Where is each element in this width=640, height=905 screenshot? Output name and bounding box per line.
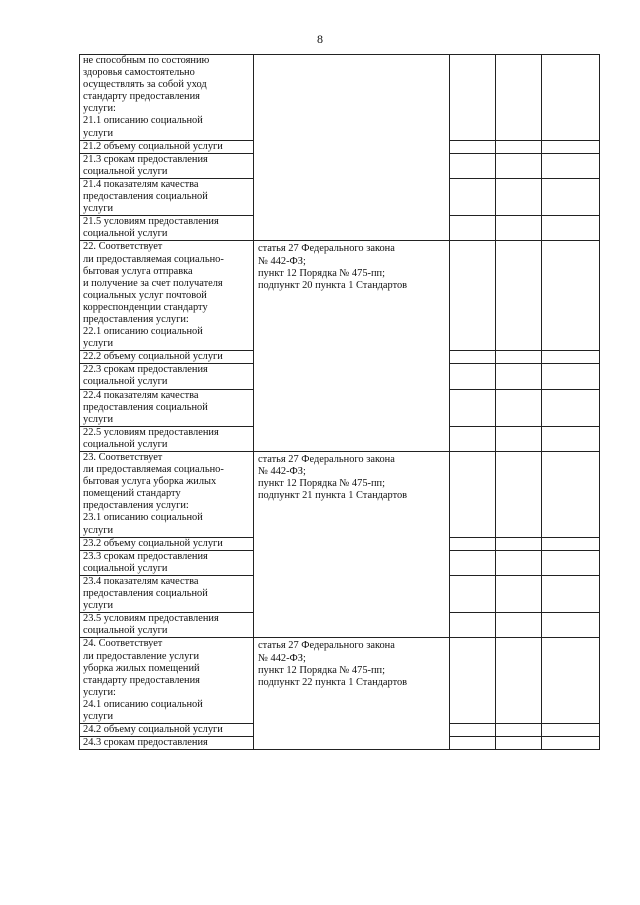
requirement-question: не способным по состоянию здоровья самостоятельно осуществлять за собой уход стандарту предоставления услуги: 21.1 описанию социальной услуги — [80, 55, 254, 141]
requirement-question: 23. Соответствует ли предоставляемая социально- бытовая услуга уборка жилых помещений стандарту предоставления услуги: 23.1 описанию социальной услуги — [80, 452, 254, 538]
requirement-question: 21.2 объему социальной услуги — [80, 140, 254, 153]
answer-no-cell[interactable] — [496, 351, 542, 364]
answer-no-cell[interactable] — [496, 389, 542, 426]
answer-not-applicable-cell[interactable] — [542, 452, 600, 538]
table-row — [80, 55, 600, 141]
answer-not-applicable-cell[interactable] — [542, 737, 600, 750]
answer-no-cell[interactable] — [496, 613, 542, 638]
answer-not-applicable-cell[interactable] — [542, 153, 600, 178]
requirement-question: 23.2 объему социальной услуги — [80, 537, 254, 550]
answer-yes-cell[interactable] — [450, 452, 496, 538]
requirement-question: 24.3 срокам предоставления — [80, 737, 254, 750]
answer-yes-cell[interactable] — [450, 241, 496, 351]
table-row — [80, 241, 600, 351]
answer-no-cell[interactable] — [496, 550, 542, 575]
answer-yes-cell[interactable] — [450, 216, 496, 241]
answer-not-applicable-cell[interactable] — [542, 140, 600, 153]
answer-no-cell[interactable] — [496, 638, 542, 724]
answer-yes-cell[interactable] — [450, 737, 496, 750]
answer-no-cell[interactable] — [496, 737, 542, 750]
inspection-checklist-table — [79, 54, 600, 750]
requirement-question: 22.4 показателям качества предоставления социальной услуги — [80, 389, 254, 426]
answer-no-cell[interactable] — [496, 452, 542, 538]
requirement-question: 21.4 показателям качества предоставления социальной услуги — [80, 178, 254, 215]
answer-no-cell[interactable] — [496, 241, 542, 351]
answer-no-cell[interactable] — [496, 724, 542, 737]
requirement-question: 22. Соответствует ли предоставляемая социально- бытовая услуга отправка и получение за счет получателя социальных услуг почтовой корреспонденции стандарту предоставления услуги: 22.1 описанию социальной услуги — [80, 241, 254, 351]
answer-not-applicable-cell[interactable] — [542, 724, 600, 737]
answer-not-applicable-cell[interactable] — [542, 55, 600, 141]
requirement-question: 24. Соответствует ли предоставление услуги уборка жилых помещений стандарту предоставления услуги: 24.1 описанию социальной услуги — [80, 638, 254, 724]
requirement-question: 22.5 условиям предоставления социальной услуги — [80, 426, 254, 451]
answer-no-cell[interactable] — [496, 216, 542, 241]
answer-not-applicable-cell[interactable] — [542, 550, 600, 575]
answer-no-cell[interactable] — [496, 364, 542, 389]
answer-no-cell[interactable] — [496, 178, 542, 215]
answer-yes-cell[interactable] — [450, 178, 496, 215]
answer-no-cell[interactable] — [496, 140, 542, 153]
answer-yes-cell[interactable] — [450, 537, 496, 550]
table-row — [80, 452, 600, 538]
requirement-question: 24.2 объему социальной услуги — [80, 724, 254, 737]
answer-not-applicable-cell[interactable] — [542, 364, 600, 389]
answer-yes-cell[interactable] — [450, 153, 496, 178]
requirement-question: 23.4 показателям качества предоставления социальной услуги — [80, 575, 254, 612]
answer-not-applicable-cell[interactable] — [542, 351, 600, 364]
answer-not-applicable-cell[interactable] — [542, 638, 600, 724]
answer-yes-cell[interactable] — [450, 426, 496, 451]
answer-not-applicable-cell[interactable] — [542, 178, 600, 215]
legal-reference: статья 27 Федерального закона № 442-ФЗ; пункт 12 Порядка № 475-пп; подпункт 22 пункта 1 Стандартов — [254, 638, 450, 750]
answer-no-cell[interactable] — [496, 153, 542, 178]
answer-yes-cell[interactable] — [450, 638, 496, 724]
answer-yes-cell[interactable] — [450, 550, 496, 575]
answer-yes-cell[interactable] — [450, 140, 496, 153]
answer-yes-cell[interactable] — [450, 364, 496, 389]
answer-no-cell[interactable] — [496, 55, 542, 141]
requirement-question: 22.3 срокам предоставления социальной услуги — [80, 364, 254, 389]
answer-not-applicable-cell[interactable] — [542, 216, 600, 241]
requirement-question: 21.5 условиям предоставления социальной услуги — [80, 216, 254, 241]
legal-reference: статья 27 Федерального закона № 442-ФЗ; пункт 12 Порядка № 475-пп; подпункт 21 пункта 1 Стандартов — [254, 452, 450, 638]
legal-reference: статья 27 Федерального закона № 442-ФЗ; пункт 12 Порядка № 475-пп; подпункт 20 пункта 1 Стандартов — [254, 241, 450, 452]
answer-no-cell[interactable] — [496, 575, 542, 612]
requirement-question: 23.5 условиям предоставления социальной услуги — [80, 613, 254, 638]
answer-no-cell[interactable] — [496, 426, 542, 451]
answer-not-applicable-cell[interactable] — [542, 241, 600, 351]
legal-reference — [254, 55, 450, 241]
answer-not-applicable-cell[interactable] — [542, 537, 600, 550]
answer-yes-cell[interactable] — [450, 613, 496, 638]
table-row — [80, 638, 600, 724]
page-number: 8 — [317, 32, 323, 46]
answer-yes-cell[interactable] — [450, 351, 496, 364]
requirement-question: 22.2 объему социальной услуги — [80, 351, 254, 364]
answer-yes-cell[interactable] — [450, 575, 496, 612]
answer-not-applicable-cell[interactable] — [542, 613, 600, 638]
answer-not-applicable-cell[interactable] — [542, 389, 600, 426]
requirement-question: 23.3 срокам предоставления социальной услуги — [80, 550, 254, 575]
answer-no-cell[interactable] — [496, 537, 542, 550]
answer-yes-cell[interactable] — [450, 55, 496, 141]
answer-yes-cell[interactable] — [450, 389, 496, 426]
answer-yes-cell[interactable] — [450, 724, 496, 737]
answer-not-applicable-cell[interactable] — [542, 426, 600, 451]
requirement-question: 21.3 срокам предоставления социальной услуги — [80, 153, 254, 178]
answer-not-applicable-cell[interactable] — [542, 575, 600, 612]
